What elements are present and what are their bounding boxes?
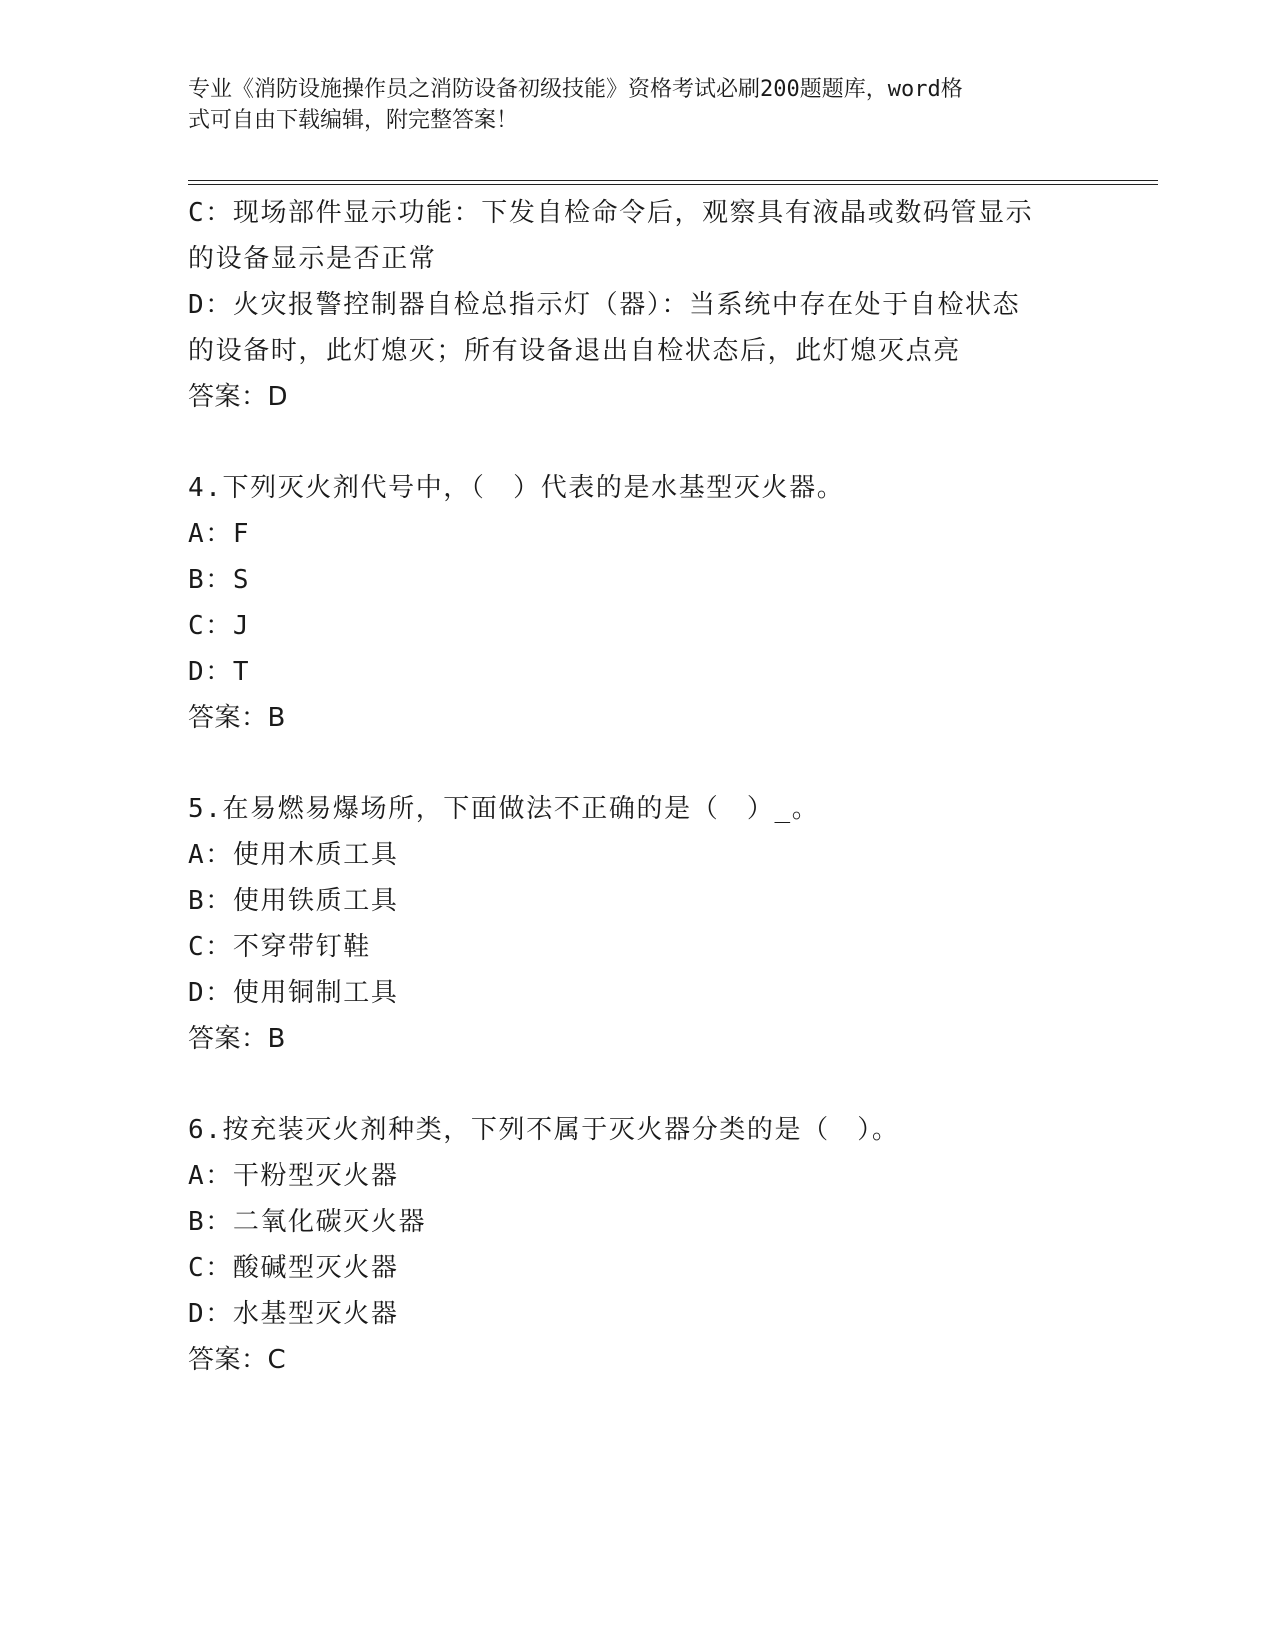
question-stem: 5.在易燃易爆场所，下面做法不正确的是（ ）_。 <box>188 794 820 824</box>
question-5 <box>188 786 1078 1062</box>
answer-label: 答案：D <box>188 382 289 412</box>
option-a: A：使用木质工具 <box>188 840 399 870</box>
question-stem: 6.按充装灭火剂种类，下列不属于灭火器分类的是（ ）。 <box>188 1115 900 1145</box>
option-d: D：T <box>188 657 251 687</box>
header-title-line-1: 专业《消防设施操作员之消防设备初级技能》资格考试必刷200题题库，word格 <box>188 77 963 102</box>
document-header <box>188 74 1068 136</box>
answer-label: 答案：C <box>188 1345 287 1375</box>
option-c-line-1: C：现场部件显示功能：下发自检命令后，观察具有液晶或数码管显示 <box>188 198 1034 228</box>
option-d: D：水基型灭火器 <box>188 1299 399 1329</box>
header-divider-bottom <box>188 184 1158 185</box>
question-6 <box>188 1107 1078 1383</box>
option-c-line-2: 的设备显示是否正常 <box>188 244 437 274</box>
option-a: A：F <box>188 519 251 549</box>
question-4 <box>188 465 1078 741</box>
option-d-line-1: D：火灾报警控制器自检总指示灯（器）：当系统中存在处于自检状态 <box>188 290 1021 320</box>
header-title-line-2: 式可自由下载编辑，附完整答案！ <box>188 108 519 133</box>
answer-label: 答案：B <box>188 1024 286 1054</box>
option-b: B：二氧化碳灭火器 <box>188 1207 427 1237</box>
question-3-continued <box>188 190 1078 420</box>
option-c: C：J <box>188 611 251 641</box>
answer-label: 答案：B <box>188 703 286 733</box>
option-a: A：干粉型灭火器 <box>188 1161 399 1191</box>
option-d-line-2: 的设备时，此灯熄灭；所有设备退出自检状态后，此灯熄灭点亮 <box>188 336 961 366</box>
option-d: D：使用铜制工具 <box>188 978 399 1008</box>
option-b: B：使用铁质工具 <box>188 886 399 916</box>
option-b: B：S <box>188 565 251 595</box>
question-stem: 4.下列灭火剂代号中，（ ）代表的是水基型灭火器。 <box>188 473 845 503</box>
header-divider-top <box>188 180 1158 181</box>
question-list <box>188 190 1078 1383</box>
option-c: C：不穿带钉鞋 <box>188 932 371 962</box>
option-c: C：酸碱型灭火器 <box>188 1253 399 1283</box>
